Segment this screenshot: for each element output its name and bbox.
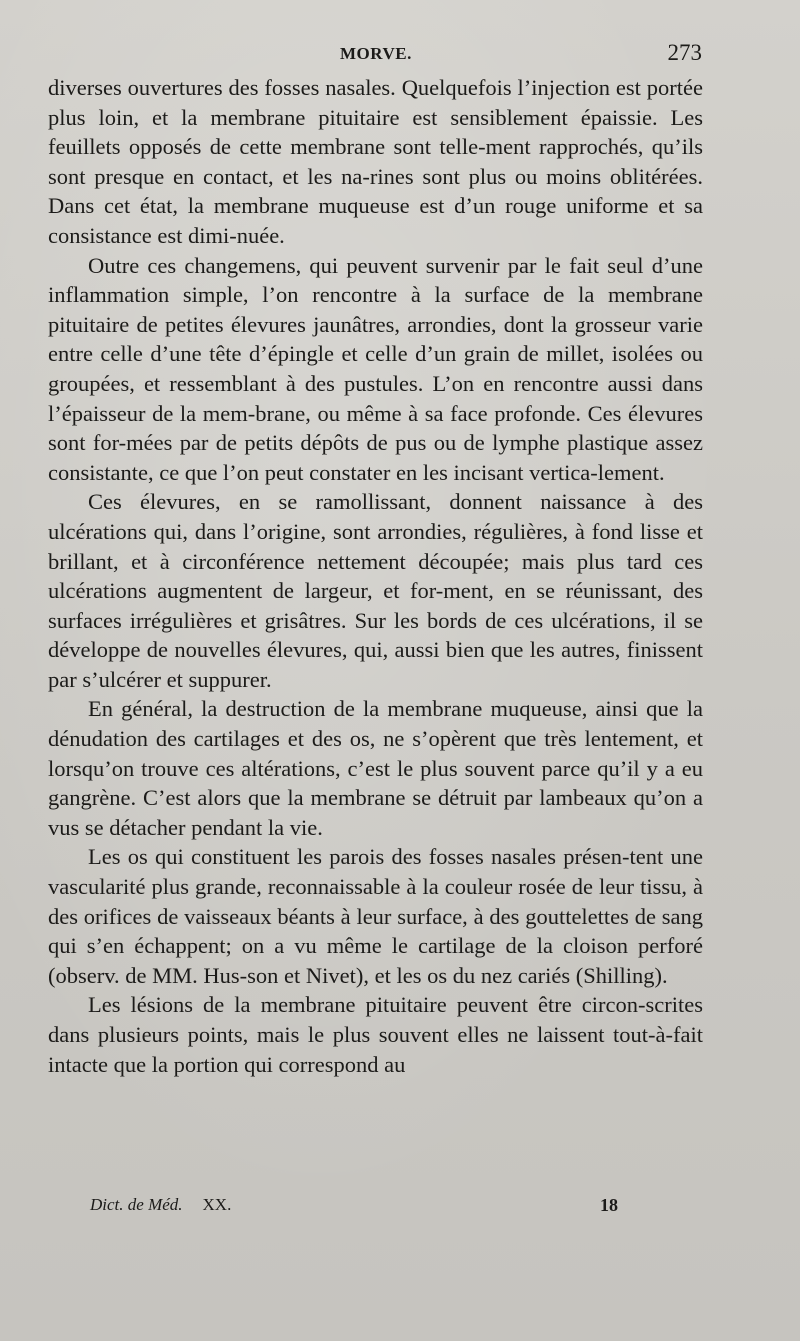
- page-number: 273: [667, 40, 702, 65]
- paragraph: Outre ces changemens, qui peuvent survenir par le fait seul d’une inflammation simple, l’on rencontre à la surface de la membrane pituitaire de petites élevures jaunâtres, arrondies, dont la grosseur varie entre celle d’une tête d’épingle et celle d’un grain de millet, isolées ou groupées, et ressemblant à des pustules. L’on en rencontre aussi dans l’épaisseur de la mem-brane, ou même à sa face profonde. Ces élevures sont for-mées par de petits dépôts de pus ou de lymphe plastique assez consistante, ce que l’on peut constater en les incisant vertica-lement.: [48, 252, 703, 485]
- paragraph: Ces élevures, en se ramollissant, donnent naissance à des ulcérations qui, dans l’origine, sont arrondies, régulières, à fond lisse et brillant, et à circonférence nettement découpée; mais plus tard ces ulcérations augmentent de largeur, et for-ment, en se réunissant, des surfaces irrégulières et grisâtres. Sur les bords de ces ulcérations, il se développe de nouvelles élevures, qui, aussi bien que les autres, finissent par s’ulcérer et suppurer.: [48, 489, 703, 692]
- paragraph: En général, la destruction de la membrane muqueuse, ainsi que la dénudation des cartilages et des os, ne s’opèrent que très lentement, et lorsqu’on trouve ces altérations, c’est le plus souvent parce qu’il y a eu gangrène. C’est alors que la membrane se détruit par lambeaux qu’on a vus se détacher pendant la vie.: [48, 696, 703, 840]
- paragraph: Les os qui constituent les parois des fosses nasales présen-tent une vascularité plus grande, reconnaissable à la couleur rosée de leur tissu, à des orifices de vaisseaux béants à leur surface, à des gouttelettes de sang qui s’en échappent; on a vu même le cartilage de la cloison perforé (observ. de MM. Hus-son et Nivet), et les os du nez cariés (Shilling).: [48, 844, 703, 988]
- body-text: [48, 73, 703, 1079]
- work-title: Dict. de Méd.: [90, 1195, 183, 1214]
- footer-reference: [90, 1195, 231, 1215]
- page-footer: [0, 1195, 800, 1221]
- volume-number: XX.: [202, 1195, 232, 1214]
- running-title: MORVE.: [340, 44, 412, 63]
- paragraph-continued: diverses ouvertures des fosses nasales. Quelquefois l’injection est portée plus loin, et la membrane pituitaire est sensiblement épaissie. Les feuillets opposés de cette membrane sont telle-ment rapprochés, qu’ils sont presque en contact, et les na-rines sont plus ou moins oblitérées. Dans cet état, la membrane muqueuse est d’un rouge uniforme et sa consistance est dimi-nuée.: [48, 75, 703, 248]
- signature-mark: 18: [600, 1195, 618, 1215]
- paragraph: Les lésions de la membrane pituitaire peuvent être circon-scrites dans plusieurs points, mais le plus souvent elles ne laissent tout-à-fait intacte que la portion qui correspond au: [48, 992, 703, 1077]
- running-head: [0, 40, 800, 68]
